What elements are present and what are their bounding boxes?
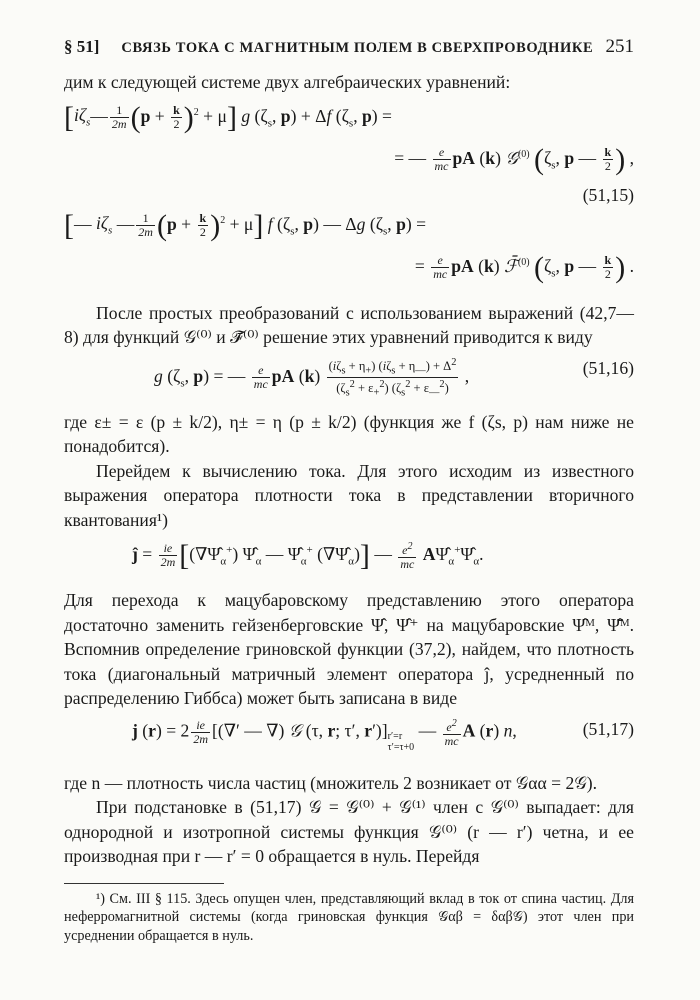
equation-51-15 — [64, 101, 634, 293]
paragraph-matsubara: Для перехода к мацубаровскому представлению этого оператора достаточно заменить гейзенберговские Ψ̂, Ψ̂⁺ на мацубаровские Ψ̂ᴹ, Ψ̄̂ᴹ. Вспомнив определение гриновской функции (37,2), найдем, что плотность тока (диагональный матричный элемент оператора ĵ, усредненный по распределению Гиббса) может быть записана в виде — [64, 590, 634, 708]
paragraph-density: где n — плотность числа частиц (множитель 2 возникает от 𝒢αα = 2𝒢). — [64, 772, 598, 793]
eq-51-17-label: (51,17) — [582, 718, 634, 739]
paragraph-current: Перейдем к вычислению тока. Для этого исходим из известного выражения оператора плотности тока в представлении вторичного квантования¹) — [64, 460, 634, 530]
equation-current-operator: ĵ = $\frac{ie}{2m}$ [$(\nabla\Psî_\alpha^+)$ $\Psî_\alpha$ — $\Psî_\alpha^+$ $(\nabla\Psî_\alpha)$] — $\frac{e^2}{mc}$ $A\Psî_\alpha^+\Psî_\alpha$. — [132, 538, 484, 572]
eq-51-15-line3: [— $i\zeta_s$ — $\frac{1}{2m}$ (p + $\frac{k}{2}$ )$^2$ + μ] f ($\zeta_s$, p) — Δg ($\zeta_s$, p) = — [64, 208, 427, 242]
page-number: 251 — [605, 36, 634, 57]
eq-51-15-line1: [$i\zeta_s—$ $\frac{1}{2m}$ (p + $\frac{k}{2}$ )$^2$ + μ] g ($\zeta_s$, p) + Δf ($\zeta_s$, p) = — [64, 100, 392, 134]
paragraph-substitution: При подстановке в (51,17) 𝒢 = 𝒢⁽⁰⁾ + 𝒢⁽¹⁾ член с 𝒢⁽⁰⁾ выпадает: для однородной и изотропной системы функция 𝒢⁽⁰⁾ (r — r′) четна, и ее производная при r — r′ = 0 обращается в нуль. Перейдя — [64, 797, 634, 866]
paragraph-intro: дим к следующей системе двух алгебраических уравнений: — [64, 72, 511, 92]
paragraph-definitions: где ε± = ε (p ± k/2), η± = η (p ± k/2) (функция же f (ζs, p) нам ниже не понадобится). — [64, 411, 634, 456]
running-header — [64, 36, 634, 66]
running-title: СВЯЗЬ ТОКА С МАГНИТНЫМ ПОЛЕМ В СВЕРХПРОВОДНИКЕ — [121, 40, 594, 56]
eq-51-16-label: (51,16) — [582, 357, 634, 378]
eq-51-15-line4: = $\frac{e}{mc}$ pA (k) ℱ̄$^{(0)}$ ($\zeta_s$, p — $\frac{k}{2}$ ) . — [414, 250, 634, 284]
footnote-rule — [64, 883, 224, 884]
book-page — [64, 36, 634, 945]
equation-51-16: g ($\zeta_s$, p) = — $\frac{e}{mc}$ pA (k) $\frac{(i\zeta_s + \eta_+) (i\zeta_s + \eta_—) + \Delta^2}{(\zeta_s^2 + \varepsilon_+^2) (\zeta_s^2 + \varepsilon_—^2)}$ , (51,16) — [154, 356, 634, 399]
eq-51-15-label: (51,15) — [582, 184, 634, 205]
paragraph-transformations: После простых преобразований с использованием выражений (42,7—8) для функций 𝒢⁽⁰⁾ и ℱ̄⁽⁰⁾ решение этих уравнений приводится к виду — [64, 302, 634, 347]
equation-51-17: j (r) = 2 $\frac{ie}{2m}$ [(∇′ — ∇) 𝒢 (τ, r; τ′, $r')]_{r'=r \tau'=\tau+0}$ — $\frac{e^2}{mc}$ A (r) n, (51,17) — [132, 717, 634, 754]
footnote: ¹) См. III § 115. Здесь опущен член, представляющий вклад в ток от спина частиц. Для неферромагнитной системы (когда гриновская функция 𝒢αβ = δαβ𝒢) этот член при усреднении обращается в нуль. — [64, 890, 634, 944]
eq-51-15-line2: = — $\frac{e}{mc}$ pA (k) 𝒢$^{(0)}$ ($\zeta_s$, p — $\frac{k}{2}$ ) , — [394, 142, 634, 176]
section-ref: § 51] — [64, 37, 100, 56]
